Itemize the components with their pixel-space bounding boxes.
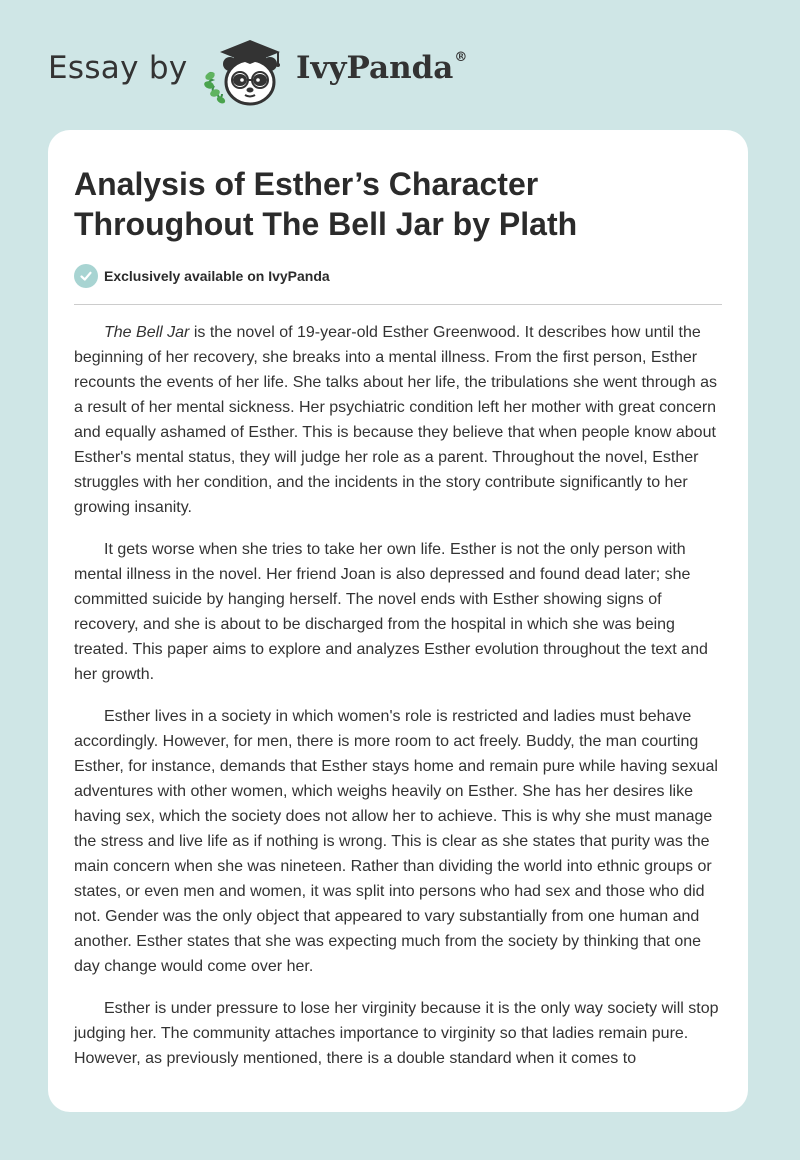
site-header bbox=[0, 0, 800, 130]
paragraph-4: Esther is under pressure to lose her virginity because it is the only way society will stop judging her. The community attaches importance to virginity so that ladies remain pure. However, as previously mentioned, there is a double standard when it comes to bbox=[74, 1000, 719, 1067]
paragraph-3: Esther lives in a society in which women's role is restricted and ladies must behave accordingly. However, for men, there is more room to act freely. Buddy, the man courting Esther, for instance, demands that Esther stays home and remain pure while having sexual adventures with other women, which weighs heavily on Esther. She has her desires like having sex, which the society does not allow her to achieve. This is why she must manage the stress and live life as if nothing is wrong. This is clear as she states that purity was the main concern when she was nineteen. Rather than dividing the world into ethnic groups or states, or even men and women, it was split into persons who had sex and those who did not. Gender was the only object that appeared to vary substantially from one human and another. Esther states that she was expecting much from the society by thinking that one day change would come over her. bbox=[74, 708, 718, 975]
registered-mark: ® bbox=[454, 49, 468, 65]
book-title-italic: The Bell Jar bbox=[104, 324, 190, 341]
paragraph-1: The Bell Jar is the novel of 19-year-old Esther Greenwood. It describes how until the beginning of her recovery, she breaks into a mental illness. From the first person, Esther recounts the events of her life. She talks about her life, the tribulations she went through as a result of her mental sickness. Her psychiatric condition left her mother with great concern and equally ashamed of Esther. This is because they believe that when people know about Esther's mental status, they will judge her role as a parent. Throughout the novel, Esther struggles with her condition, and the incidents in the story contribute significantly to her growing insanity. bbox=[74, 324, 718, 516]
essay-card bbox=[48, 130, 748, 1112]
availability-text: Exclusively available on IvyPanda bbox=[104, 268, 330, 284]
check-icon bbox=[74, 264, 98, 288]
essay-body bbox=[74, 320, 726, 1088]
essay-by-label: Essay by bbox=[48, 50, 188, 86]
essay-title: Analysis of Esther’s Character Throughout The Bell Jar by Plath bbox=[74, 166, 578, 242]
availability-badge bbox=[74, 264, 330, 288]
paragraph-2: It gets worse when she tries to take her own life. Esther is not the only person with mental illness in the novel. Her friend Joan is also depressed and found dead later; she committed suicide by hanging herself. The novel ends with Esther showing signs of recovery, and she is about to be discharged from the hospital in which she was being treated. This paper aims to explore and analyzes Esther evolution throughout the text and her growth. bbox=[74, 541, 708, 683]
ivypanda-panda-logo-icon bbox=[200, 34, 296, 110]
divider bbox=[74, 304, 722, 305]
brand-name: IvyPanda® bbox=[296, 49, 468, 86]
